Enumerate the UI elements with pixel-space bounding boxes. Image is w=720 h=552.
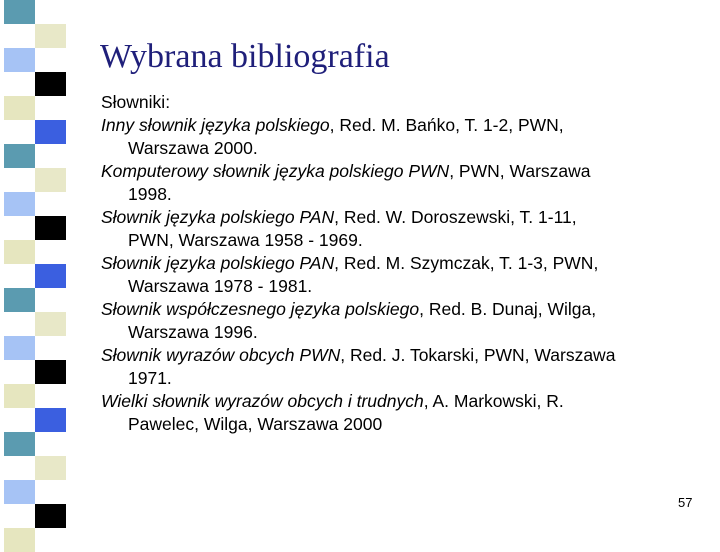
entry-title: Słownik języka polskiego PAN: [101, 253, 335, 273]
bibliography-entry: [101, 252, 701, 298]
page-number: 57: [678, 495, 693, 510]
entry-title: Komputerowy słownik języka polskiego PWN: [101, 161, 450, 181]
decorative-square: [4, 0, 35, 24]
decorative-square: [35, 168, 66, 192]
decorative-square: [4, 96, 35, 120]
decorative-square: [4, 192, 35, 216]
decorative-square: [4, 384, 35, 408]
slide-title: Wybrana bibliografia: [100, 38, 390, 75]
entry-details: , A. Markowski, R.: [423, 391, 564, 411]
bibliography-list: [101, 91, 701, 436]
decorative-square: [35, 312, 66, 336]
entry-continuation: Warszawa 2000.: [128, 138, 258, 158]
decorative-square: [35, 408, 66, 432]
entry-details: , PWN, Warszawa: [449, 161, 591, 181]
entry-title: Inny słownik języka polskiego: [101, 115, 330, 135]
bibliography-entry: [101, 344, 701, 390]
section-heading: Słowniki:: [101, 92, 171, 112]
decorative-square: [4, 144, 35, 168]
decorative-square: [4, 48, 35, 72]
decorative-square: [4, 432, 35, 456]
decorative-square: [4, 480, 35, 504]
entry-continuation: Pawelec, Wilga, Warszawa 2000: [128, 414, 383, 434]
decorative-square: [35, 120, 66, 144]
entry-continuation: Warszawa 1996.: [128, 322, 258, 342]
decorative-square: [35, 264, 66, 288]
bibliography-entry: [101, 298, 701, 344]
decorative-square-stripe: [0, 0, 67, 540]
decorative-square: [4, 288, 35, 312]
entry-title: Słownik języka polskiego PAN: [101, 207, 335, 227]
entry-continuation: Warszawa 1978 - 1981.: [128, 276, 313, 296]
entry-details: , Red. M. Szymczak, T. 1-3, PWN,: [334, 253, 599, 273]
bibliography-entry: [101, 206, 701, 252]
entry-continuation: 1971.: [128, 368, 172, 388]
entry-details: , Red. M. Bańko, T. 1-2, PWN,: [329, 115, 564, 135]
decorative-square: [35, 24, 66, 48]
decorative-square: [4, 240, 35, 264]
decorative-square: [4, 336, 35, 360]
bibliography-entry: [101, 390, 701, 436]
entry-details: , Red. B. Dunaj, Wilga,: [419, 299, 597, 319]
entry-title: Słownik współczesnego języka polskiego: [101, 299, 420, 319]
decorative-square: [4, 528, 35, 552]
decorative-square: [35, 456, 66, 480]
decorative-square: [35, 72, 66, 96]
entry-title: Słownik wyrazów obcych PWN: [101, 345, 341, 365]
entry-continuation: 1998.: [128, 184, 172, 204]
entry-details: , Red. J. Tokarski, PWN, Warszawa: [340, 345, 616, 365]
entry-title: Wielki słownik wyrazów obcych i trudnych: [101, 391, 424, 411]
decorative-square: [35, 216, 66, 240]
bibliography-entry: [101, 114, 701, 160]
entry-details: , Red. W. Doroszewski, T. 1-11,: [334, 207, 577, 227]
entry-continuation: PWN, Warszawa 1958 - 1969.: [128, 230, 363, 250]
decorative-square: [35, 360, 66, 384]
decorative-square: [35, 504, 66, 528]
bibliography-entry: [101, 160, 701, 206]
